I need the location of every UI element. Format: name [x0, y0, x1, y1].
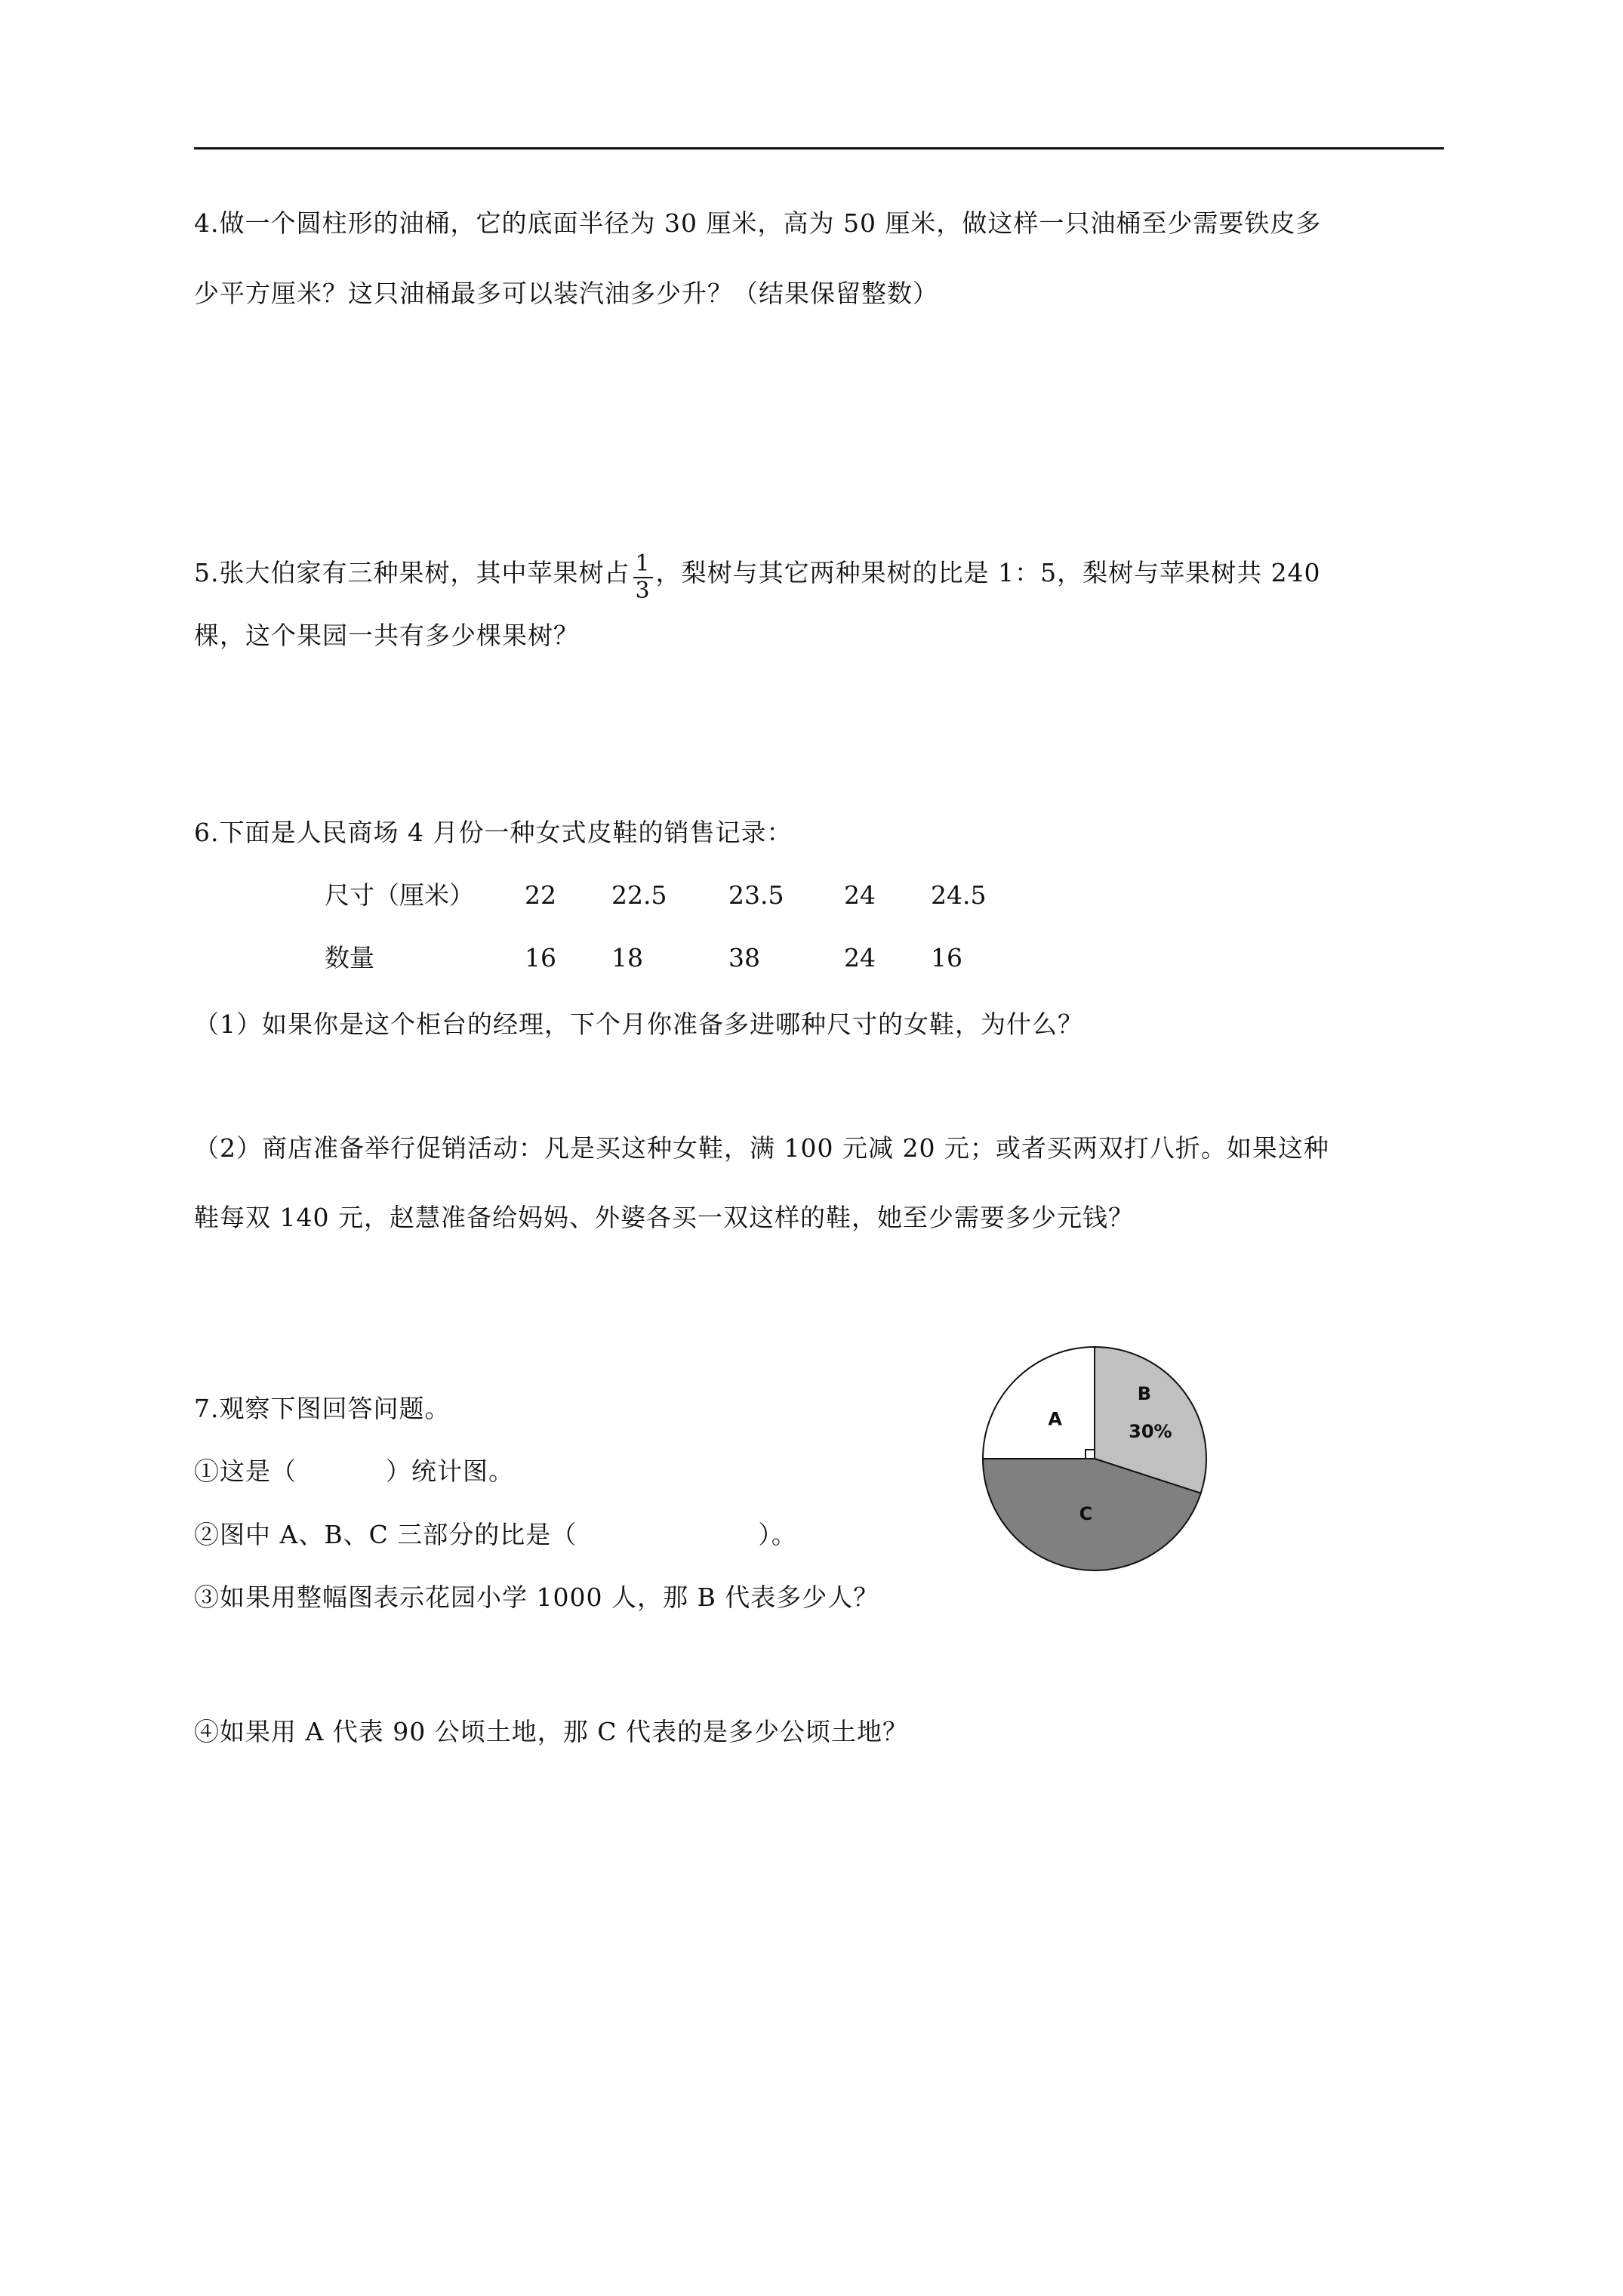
pie-chart: [981, 1344, 1215, 1578]
q6-sub1: （1）如果你是这个柜台的经理，下个月你准备多进哪种尺寸的女鞋，为什么？: [194, 1009, 1083, 1039]
q5-text-post: ，梨树与其它两种果树的比是 1：5，梨树与苹果树共 240: [655, 558, 1321, 587]
fraction-numerator: 1: [633, 551, 653, 578]
q7-s3: ③如果用整幅图表示花园小学 1000 人，那 B 代表多少人？: [194, 1583, 879, 1612]
table-cell: 23.5: [728, 880, 784, 910]
q4-line1: 4.做一个圆柱形的油桶，它的底面半径为 30 厘米，高为 50 厘米，做这样一只油桶至少需要铁皮多: [194, 208, 1322, 238]
q5-line1: [194, 548, 1321, 604]
pie-label-b: B: [1137, 1383, 1152, 1405]
q6-intro: 6.下面是人民商场 4 月份一种女式皮鞋的销售记录：: [194, 818, 793, 847]
q7-s1-text-a: ①这是（: [194, 1456, 297, 1486]
q7-s2-text-a: ②图中 A、B、C 三部分的比是（: [194, 1520, 577, 1549]
q5-line2: 棵，这个果园一共有多少棵果树？: [194, 621, 579, 650]
q6-sub2-line2: 鞋每双 140 元，赵慧准备给妈妈、外婆各买一双这样的鞋，她至少需要多少元钱？: [194, 1203, 1134, 1232]
table-cell: 24.5: [931, 880, 987, 910]
table-cell: 24: [844, 880, 876, 910]
pie-value-label-b: 30%: [1129, 1421, 1172, 1443]
table-cell: 16: [931, 943, 962, 972]
q7-s1-text-b: ）统计图。: [386, 1456, 514, 1486]
q5-text-pre: 5.张大伯家有三种果树，其中苹果树占: [194, 558, 630, 587]
fraction-one-third: [633, 551, 653, 604]
pie-slice-a: [983, 1347, 1095, 1459]
fraction-denominator: 3: [635, 578, 651, 604]
table-cell: 22: [525, 880, 556, 910]
table-row-label-count: 数量: [325, 943, 374, 972]
table-cell: 22.5: [611, 880, 667, 910]
table-cell: 16: [525, 943, 556, 972]
q7-s2-text-b: ）。: [758, 1520, 797, 1549]
q7-s4: ④如果用 A 代表 90 公顷土地，那 C 代表的是多少公顷土地？: [194, 1717, 909, 1746]
header-rule: [194, 147, 1444, 149]
table-row-label-size: 尺寸（厘米）: [325, 880, 474, 910]
table-cell: 38: [728, 943, 760, 972]
pie-label-a: A: [1048, 1408, 1062, 1430]
q7-s2: [194, 1517, 797, 1553]
q6-sub2-line1: （2）商店准备举行促销活动：凡是买这种女鞋，满 100 元减 20 元；或者买两双打八折。如果这种: [194, 1133, 1329, 1163]
q7-intro: 7.观察下图回答问题。: [194, 1394, 451, 1423]
q4-line2: 少平方厘米？这只油桶最多可以装汽油多少升？（结果保留整数）: [194, 279, 938, 308]
pie-label-c: C: [1079, 1503, 1093, 1525]
table-cell: 24: [844, 943, 876, 972]
q7-s1: [194, 1453, 514, 1490]
table-cell: 18: [611, 943, 643, 972]
